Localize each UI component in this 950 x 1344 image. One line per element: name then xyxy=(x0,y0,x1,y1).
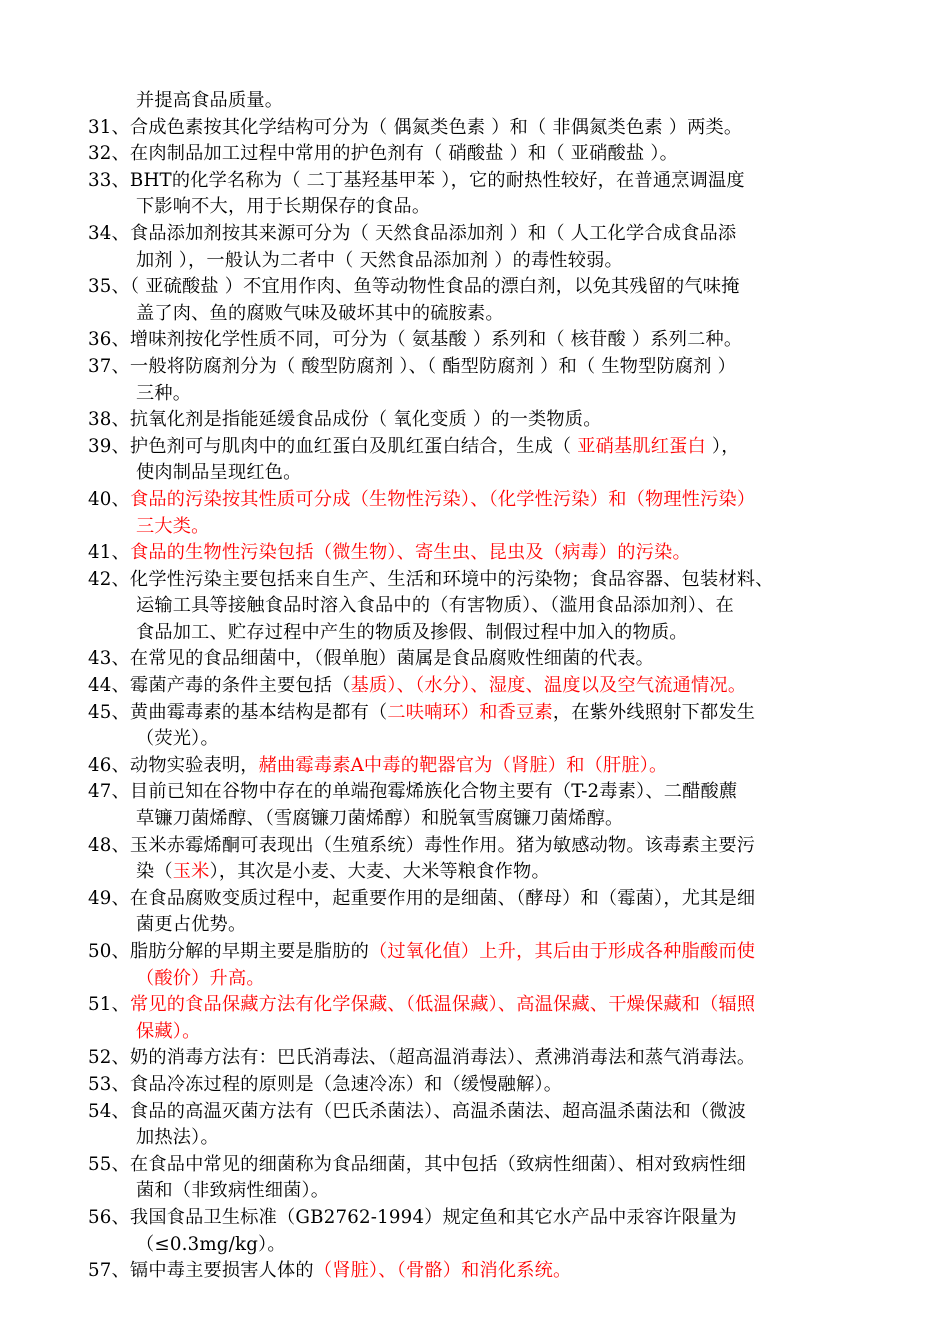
text-line-continuation xyxy=(88,1232,890,1259)
text-segment: 46、动物实验表明， xyxy=(88,754,259,776)
question-line xyxy=(88,115,890,142)
answer-highlight-text: 赭曲霉毒素A中毒的靶器官为（肾脏）和（肝脏）。 xyxy=(258,754,668,776)
text-segment: 43、在常见的食品细菌中，（假单胞）菌属是食品腐败性细菌的代表。 xyxy=(88,648,655,670)
text-segment: 45、黄曲霉毒素的基本结构是都有（ xyxy=(88,701,388,723)
text-segment: 菌更占优势。 xyxy=(136,914,247,936)
answer-highlight-text: （过氧化值）上升，其后由于形成各种脂酸而使 xyxy=(368,941,756,962)
text-line-continuation xyxy=(88,514,890,541)
text-segment: 56、我国食品卫生标准（GB2762-1994）规定鱼和其它水产品中汞容许限量为 xyxy=(88,1206,737,1228)
answer-highlight-text: 玉米 xyxy=(172,861,210,883)
text-segment: （≤0.3mg/kg）。 xyxy=(136,1233,286,1255)
text-line-continuation xyxy=(88,194,890,221)
text-segment: 三种。 xyxy=(136,382,192,404)
question-line xyxy=(88,434,890,461)
text-segment: 55、在食品中常见的细菌称为食品细菌，其中包括（致病性细菌）、相对致病性细 xyxy=(88,1153,747,1175)
answer-highlight-text: （酸价）升高。 xyxy=(136,967,265,989)
question-line xyxy=(88,646,890,673)
text-segment: 食品加工、贮存过程中产生的物质及掺假、制假过程中加入的物质。 xyxy=(136,621,688,643)
question-line xyxy=(88,1045,890,1072)
question-line xyxy=(88,939,890,966)
text-segment: 菌和（非致病性细菌）。 xyxy=(136,1180,330,1202)
question-list xyxy=(88,88,890,1285)
text-segment: 50、脂肪分解的早期主要是脂肪的 xyxy=(88,941,369,962)
text-segment: 36、增味剂按化学性质不同，可分为（ 氨基酸 ）系列和（ 核苷酸 ）系列二种。 xyxy=(88,329,743,351)
text-line-continuation xyxy=(88,1019,890,1046)
question-line xyxy=(88,1072,890,1099)
text-segment: 32、在肉制品加工过程中常用的护色剂有（ 硝酸盐 ）和（ 亚硝酸盐 ）。 xyxy=(88,143,678,165)
text-segment: 并提高食品质量。 xyxy=(136,90,284,111)
text-line-continuation xyxy=(88,1178,890,1205)
question-line xyxy=(88,540,890,567)
question-line xyxy=(88,1205,890,1232)
text-segment: 40、 xyxy=(88,488,130,510)
question-line xyxy=(88,274,890,301)
answer-highlight-text: 二呋喃环）和香豆素 xyxy=(387,701,553,723)
text-line-continuation xyxy=(88,912,890,939)
text-line-continuation xyxy=(88,88,890,115)
question-line xyxy=(88,141,890,168)
text-line-continuation xyxy=(88,381,890,408)
answer-highlight-text: （肾脏）、（骨骼）和消化系统。 xyxy=(313,1260,572,1282)
question-line xyxy=(88,1152,890,1179)
answer-highlight-text: 食品的污染按其性质可分成（生物性污染）、（化学性污染）和（物理性污染） xyxy=(129,488,756,510)
text-line-continuation xyxy=(88,460,890,487)
answer-highlight-text: 基质）、（水分）、湿度、温度以及空气流通情况。 xyxy=(350,675,747,697)
question-line xyxy=(88,407,890,434)
answer-highlight-text: 三大类。 xyxy=(136,515,210,537)
text-segment: 47、目前已知在谷物中存在的单端孢霉烯族化合物主要有（T-2毒素）、二醋酸藨 xyxy=(88,781,738,803)
text-segment: ）， xyxy=(711,435,740,457)
question-line xyxy=(88,354,890,381)
text-segment: ），其次是小麦、大麦、大米等粮食作物。 xyxy=(209,861,550,883)
text-segment: 加剂 ），一般认为二者中（ 天然食品添加剂 ）的毒性较弱。 xyxy=(136,249,623,271)
text-line-continuation xyxy=(88,859,890,886)
text-segment: 42、化学性污染主要包括来自生产、生活和环境中的污染物；食品容器、包装材料、 xyxy=(88,568,774,590)
text-segment: 53、食品冷冻过程的原则是（急速冷冻）和（缓慢融解）。 xyxy=(88,1073,563,1095)
text-line-continuation xyxy=(88,806,890,833)
question-line xyxy=(88,221,890,248)
text-segment: 草镰刀菌烯醇、（雪腐镰刀菌烯醇）和脱氧雪腐镰刀菌烯醇。 xyxy=(136,808,624,830)
text-line-continuation xyxy=(88,1125,890,1152)
text-segment: 48、玉米赤霉烯酮可表现出（生殖系统）毒性作用。猪为敏感动物。该毒素主要污 xyxy=(88,834,756,856)
text-segment: 57、镉中毒主要损害人体的 xyxy=(88,1260,314,1282)
text-segment: 运输工具等接触食品时溶入食品中的（有害物质）、（滥用食品添加剂）、在 xyxy=(136,595,734,617)
text-line-continuation xyxy=(88,248,890,275)
question-line xyxy=(88,1258,890,1285)
question-line xyxy=(88,833,890,860)
text-segment: 49、在食品腐败变质过程中，起重要作用的是细菌、（酵母）和（霉菌），尤其是细 xyxy=(88,887,756,909)
text-segment: 使肉制品呈现红色。 xyxy=(136,462,302,484)
question-line xyxy=(88,700,890,727)
text-segment: （荧光）。 xyxy=(136,728,219,750)
question-line xyxy=(88,673,890,700)
question-line xyxy=(88,992,890,1019)
question-line xyxy=(88,567,890,594)
answer-highlight-text: 食品的生物性污染包括（微生物）、寄生虫、昆虫及（病毒）的污染。 xyxy=(129,542,691,564)
question-line xyxy=(88,1099,890,1126)
answer-highlight-text: 保藏）。 xyxy=(136,1020,201,1042)
text-line-continuation xyxy=(88,726,890,753)
text-line-continuation xyxy=(88,620,890,647)
text-line-continuation xyxy=(88,966,890,993)
text-segment: 44、霉菌产毒的条件主要包括（ xyxy=(88,675,351,697)
text-segment: ，在紫外线照射下都发生 xyxy=(552,701,756,723)
answer-highlight-text: 亚硝基肌红蛋白 xyxy=(571,435,712,457)
text-segment: 加热法）。 xyxy=(136,1127,219,1149)
question-line xyxy=(88,779,890,806)
text-segment: 33、BHT的化学名称为（ 二丁基羟基甲苯 ），它的耐热性较好，在普通烹调温度 xyxy=(88,169,745,191)
text-segment: 染（ xyxy=(136,861,173,883)
text-line-continuation xyxy=(88,593,890,620)
question-line xyxy=(88,487,890,514)
text-segment: 38、抗氧化剂是指能延缓食品成份（ 氧化变质 ）的一类物质。 xyxy=(88,409,602,431)
question-line xyxy=(88,168,890,195)
question-line xyxy=(88,886,890,913)
question-line xyxy=(88,327,890,354)
text-segment: 34、食品添加剂按其来源可分为（ 天然食品添加剂 ）和（ 人工化学合成食品添 xyxy=(88,222,737,244)
answer-highlight-text: 常见的食品保藏方法有化学保藏、（低温保藏）、高温保藏、干燥保藏和（辐照 xyxy=(129,994,756,1016)
text-segment: 下影响不大，用于长期保存的食品。 xyxy=(136,196,431,218)
text-line-continuation xyxy=(88,301,890,328)
text-segment: 37、一般将防腐剂分为（ 酸型防腐剂 ）、（ 酯型防腐剂 ）和（ 生物型防腐剂 ） xyxy=(88,355,737,377)
text-segment: 41、 xyxy=(88,542,130,564)
question-line xyxy=(88,753,890,780)
text-segment: 39、护色剂可与肌肉中的血红蛋白及肌红蛋白结合，生成（ xyxy=(88,435,572,457)
text-segment: 52、奶的消毒方法有：巴氏消毒法、（超高温消毒法）、煮沸消毒法和蒸气消毒法。 xyxy=(88,1047,756,1069)
text-segment: 盖了肉、鱼的腐败气味及破坏其中的硫胺素。 xyxy=(136,302,504,324)
text-segment: 35、（ 亚硫酸盐 ）不宜用作肉、鱼等动物性食品的漂白剂，以免其残留的气味掩 xyxy=(88,276,740,298)
text-segment: 31、合成色素按其化学结构可分为（ 偶氮类色素 ）和（ 非偶氮类色素 ）两类。 xyxy=(88,116,743,138)
text-segment: 54、食品的高温灭菌方法有（巴氏杀菌法）、高温杀菌法、超高温杀菌法和（微波 xyxy=(88,1100,747,1122)
text-segment: 51、 xyxy=(88,994,130,1016)
